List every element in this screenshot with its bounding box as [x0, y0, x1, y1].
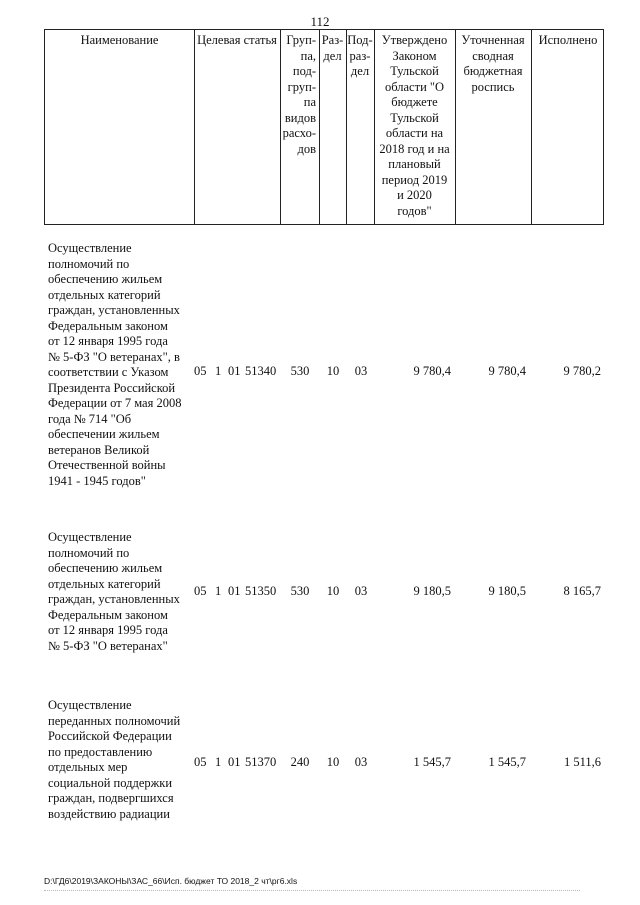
target-code-part: 1	[215, 364, 222, 378]
header-section: Раз- дел	[321, 33, 344, 63]
target-code-part: 05	[194, 755, 207, 769]
target-code-part: 05	[194, 584, 207, 598]
header-target: Целевая статья	[197, 33, 277, 47]
subsection-value: 03	[354, 584, 368, 598]
header-name: Наименование	[80, 33, 159, 47]
scan-artifact-line	[44, 890, 580, 891]
column-divider	[531, 30, 532, 224]
target-code-part: 1	[215, 755, 222, 769]
header-executed: Исполнено	[538, 33, 598, 47]
target-code-part: 51340	[245, 364, 277, 378]
executed-value: 8 165,7	[563, 584, 601, 598]
refined-value: 1 545,7	[488, 755, 526, 769]
header-subsection: Под- раз- дел	[347, 33, 373, 78]
group-value: 530	[290, 584, 310, 598]
target-code-part: 01	[228, 755, 241, 769]
approved-value: 1 545,7	[413, 755, 451, 769]
target-code-part: 51370	[245, 755, 277, 769]
section-value: 10	[326, 584, 340, 598]
page-number: 112	[310, 14, 330, 29]
executed-value: 9 780,2	[563, 364, 601, 378]
group-value: 530	[290, 364, 310, 378]
table-header	[44, 29, 604, 225]
target-code-part: 1	[215, 584, 222, 598]
section-value: 10	[326, 364, 340, 378]
approved-value: 9 180,5	[413, 584, 451, 598]
file-path-footer: D:\ГД6\2019\ЗАКОНЫ\ЗАС_66\Исп. бюджет ТО 2018_2 чт\рг6.xls	[44, 876, 298, 886]
header-refined: Уточненная сводная бюджетная роспись	[461, 33, 525, 94]
row-name: Осуществление переданных полномочий Российской Федерации по предоставлению отдельных мер социальной поддержки граждан, подвергшихся воздействию радиации	[48, 698, 181, 821]
target-code-part: 05	[194, 364, 207, 378]
row-name: Осуществление полномочий по обеспечению жильем отдельных категорий граждан, установленных Федеральным законом от 12 января 1995 года № 5-ФЗ "О ветеранах"	[48, 530, 180, 653]
approved-value: 9 780,4	[413, 364, 451, 378]
subsection-value: 03	[354, 755, 368, 769]
column-divider	[194, 30, 195, 224]
refined-value: 9 780,4	[488, 364, 526, 378]
target-code-part: 01	[228, 364, 241, 378]
section-value: 10	[326, 755, 340, 769]
refined-value: 9 180,5	[488, 584, 526, 598]
target-code-part: 01	[228, 584, 241, 598]
target-code-part: 51350	[245, 584, 277, 598]
subsection-value: 03	[354, 364, 368, 378]
header-group: Груп- па, под- груп- па видов расхо- дов	[282, 33, 316, 156]
row-name: Осуществление полномочий по обеспечению жильем отдельных категорий граждан, установленных Федеральным законом от 12 января 1995 года № 5-ФЗ "О ветеранах", в соответствии с Указом Президента Российской Федерации от 7 мая 2008 года № 714 "Об обеспечении жильем ветеранов Великой Отечественной войны 1941 - 1945 годов"	[48, 241, 182, 488]
executed-value: 1 511,6	[563, 755, 601, 769]
header-approved: Утверждено Законом Тульской области "О бюджете Тульской области на 2018 год и на плановый период 2019 и 2020 годов"	[379, 33, 450, 218]
group-value: 240	[290, 755, 310, 769]
